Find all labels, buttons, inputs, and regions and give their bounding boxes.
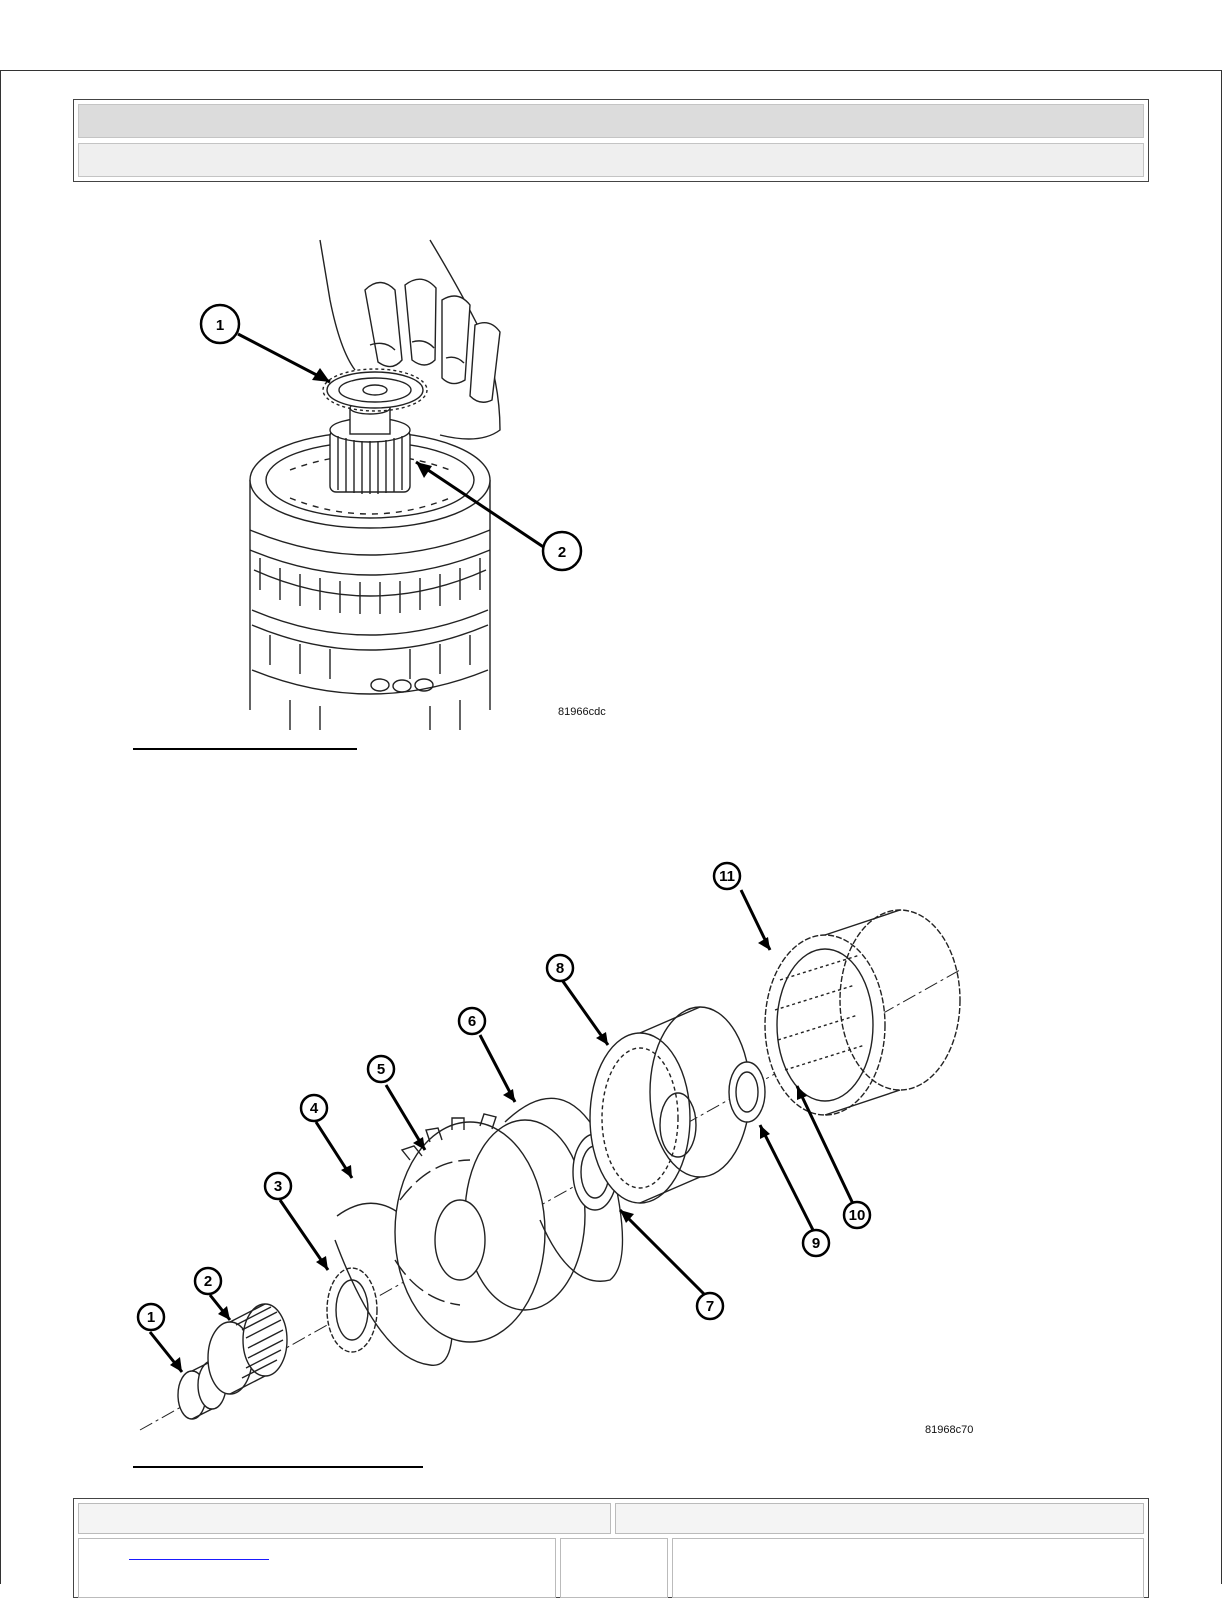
figure-2-caption-line bbox=[133, 1466, 423, 1468]
figure-2-code: 81968c70 bbox=[925, 1424, 974, 1436]
figure-2-illustration bbox=[130, 860, 990, 1445]
figure-1-callout-2: 2 bbox=[557, 544, 567, 561]
figure-1-code: 81966cdc bbox=[558, 706, 606, 718]
footer-cell-right bbox=[615, 1503, 1144, 1534]
figure-2-callout-7: 7 bbox=[705, 1298, 715, 1315]
figure-2-callout-6: 6 bbox=[467, 1013, 477, 1030]
footer-cell-link bbox=[78, 1538, 556, 1598]
footer-cell-left bbox=[78, 1503, 611, 1534]
figure-2-callout-8: 8 bbox=[555, 960, 565, 977]
figure-2-callout-10: 10 bbox=[848, 1207, 866, 1224]
figure-2-callout-3: 3 bbox=[273, 1178, 283, 1195]
figure-2-callout-4: 4 bbox=[309, 1100, 319, 1117]
figure-2-callout-2: 2 bbox=[203, 1273, 213, 1290]
figure-1-callout-1: 1 bbox=[215, 317, 225, 334]
footer-cell-middle bbox=[560, 1538, 668, 1598]
figure-2-callout-11: 11 bbox=[719, 868, 735, 885]
header-subtitle-bar bbox=[78, 143, 1144, 177]
figure-2-callout-9: 9 bbox=[811, 1235, 821, 1252]
footer-table bbox=[73, 1498, 1149, 1598]
header-title-bar bbox=[78, 104, 1144, 138]
figure-2-callout-1: 1 bbox=[146, 1309, 156, 1326]
figure-2-callout-5: 5 bbox=[376, 1061, 386, 1078]
figure-1-caption-line bbox=[133, 748, 357, 750]
header-table bbox=[73, 99, 1149, 182]
footer-cell-end bbox=[672, 1538, 1144, 1598]
figure-1-illustration bbox=[180, 230, 640, 730]
footer-link[interactable] bbox=[129, 1559, 269, 1560]
